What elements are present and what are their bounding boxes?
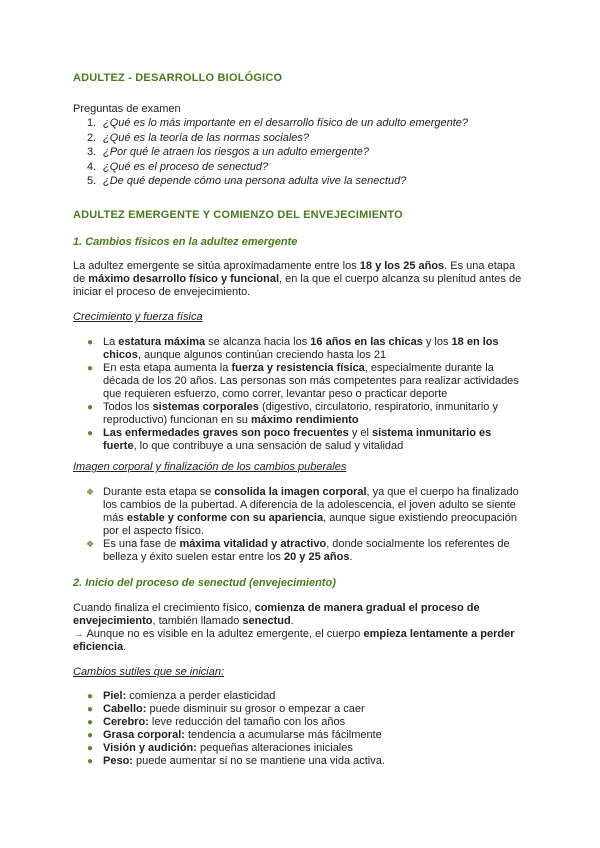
bullet-icon: ●	[87, 691, 94, 702]
question-list	[73, 117, 543, 190]
question-item: 5. ¿De qué depende cómo una persona adulta vive la senectud?	[87, 175, 407, 187]
question-item: 1. ¿Qué es lo más importante en el desarrollo físico de un adulto emergente?	[87, 117, 469, 129]
section2-paragraph: Cuando finaliza el crecimiento físico, comienza de manera gradual el proceso de envejecimiento, también llamado senectud.	[73, 602, 480, 627]
document-title: ADULTEZ - DESARROLLO BIOLÓGICO	[73, 72, 283, 84]
body-image-bullet-list	[73, 486, 523, 564]
exam-heading: Preguntas de examen	[73, 103, 181, 115]
bullet-icon: ●	[87, 402, 94, 413]
bullet-icon: ●	[87, 428, 94, 439]
subheading-subtle-changes: Cambios sutiles que se inician:	[73, 666, 225, 678]
subheading-body-image: Imagen corporal y finalización de los cambios puberales	[73, 461, 347, 473]
list-item: ● Cerebro: leve reducción del tamaño con los años	[87, 716, 346, 728]
bullet-icon: ●	[87, 363, 94, 374]
bullet-icon: ●	[87, 704, 94, 715]
section2-heading: 2. Inicio del proceso de senectud (envejecimiento)	[73, 577, 336, 589]
list-item: ● Peso: puede aumentar si no se mantiene una vida activa.	[87, 755, 385, 767]
bullet-icon: ●	[87, 337, 94, 348]
list-item: ● Las enfermedades graves son poco frecuentes y el sistema inmunitario es fuerte, lo que contribuye a una sensación de salud y vitalidad	[87, 427, 492, 452]
list-item: ● La estatura máxima se alcanza hacia los 16 años en las chicas y los 18 en los chicos, aunque algunos continúan creciendo hasta los 21	[87, 336, 499, 361]
list-item: ● En esta etapa aumenta la fuerza y resistencia física, especialmente durante la década de los 20 años. Las personas son más competentes para realizar actividades que requieren esfuerzo, como correr, levantar peso o practicar deporte	[87, 362, 519, 400]
section1-intro: La adultez emergente se sitúa aproximadamente entre los 18 y los 25 años. Es una etapa de máximo desarrollo físico y funcional, en la que el cuerpo alcanza su plenitud antes de iniciar el proceso de envejecimiento.	[73, 260, 522, 298]
main-heading: ADULTEZ EMERGENTE Y COMIENZO DEL ENVEJECIMIENTO	[73, 209, 403, 221]
list-item: ● Cabello: puede disminuir su grosor o empezar a caer	[87, 703, 365, 715]
section2-arrow-paragraph: → Aunque no es visible en la adultez emergente, el cuerpo empieza lentamente a perder eficiencia.	[73, 628, 515, 653]
arrow-icon: →	[73, 628, 84, 640]
growth-bullet-list	[73, 336, 523, 453]
list-item: ● Todos los sistemas corporales (digestivo, circulatorio, respiratorio, inmunitario y reproductivo) funcionan en su máximo rendimiento	[87, 401, 498, 426]
question-item: 3. ¿Por qué le atraen los riesgos a un adulto emergente?	[87, 146, 369, 158]
bullet-icon: ●	[87, 756, 94, 767]
bullet-icon: ●	[87, 730, 94, 741]
bullet-icon: ●	[87, 717, 94, 728]
list-item: ● Piel: comienza a perder elasticidad	[87, 690, 276, 702]
list-item: ● Grasa corporal: tendencia a acumularse más fácilmente	[87, 729, 382, 741]
list-item: ❖ Es una fase de máxima vitalidad y atractivo, donde socialmente los referentes de belleza y éxito suelen estar entre los 20 y 25 años.	[86, 538, 510, 563]
question-item: 4. ¿Qué es el proceso de senectud?	[87, 160, 269, 173]
list-item: ● Visión y audición: pequeñas alteraciones iniciales	[87, 742, 353, 754]
diamond-bullet-icon: ❖	[86, 539, 95, 549]
subheading-growth: Crecimiento y fuerza física	[73, 311, 203, 323]
question-item: 2. ¿Qué es la teoría de las normas sociales?	[87, 131, 310, 144]
bullet-icon: ●	[87, 743, 94, 754]
list-item: ❖ Durante esta etapa se consolida la imagen corporal, ya que el cuerpo ha finalizado los cambios de la pubertad. A diferencia de la adolescencia, el joven adulto se siente más estable y conforme con su apariencia, aunque sigue existiendo preocupación por el aspecto físico.	[86, 486, 519, 537]
diamond-bullet-icon: ❖	[86, 487, 95, 497]
section1-heading: 1. Cambios físicos en la adultez emergente	[73, 236, 298, 248]
subtle-changes-list	[73, 690, 523, 768]
